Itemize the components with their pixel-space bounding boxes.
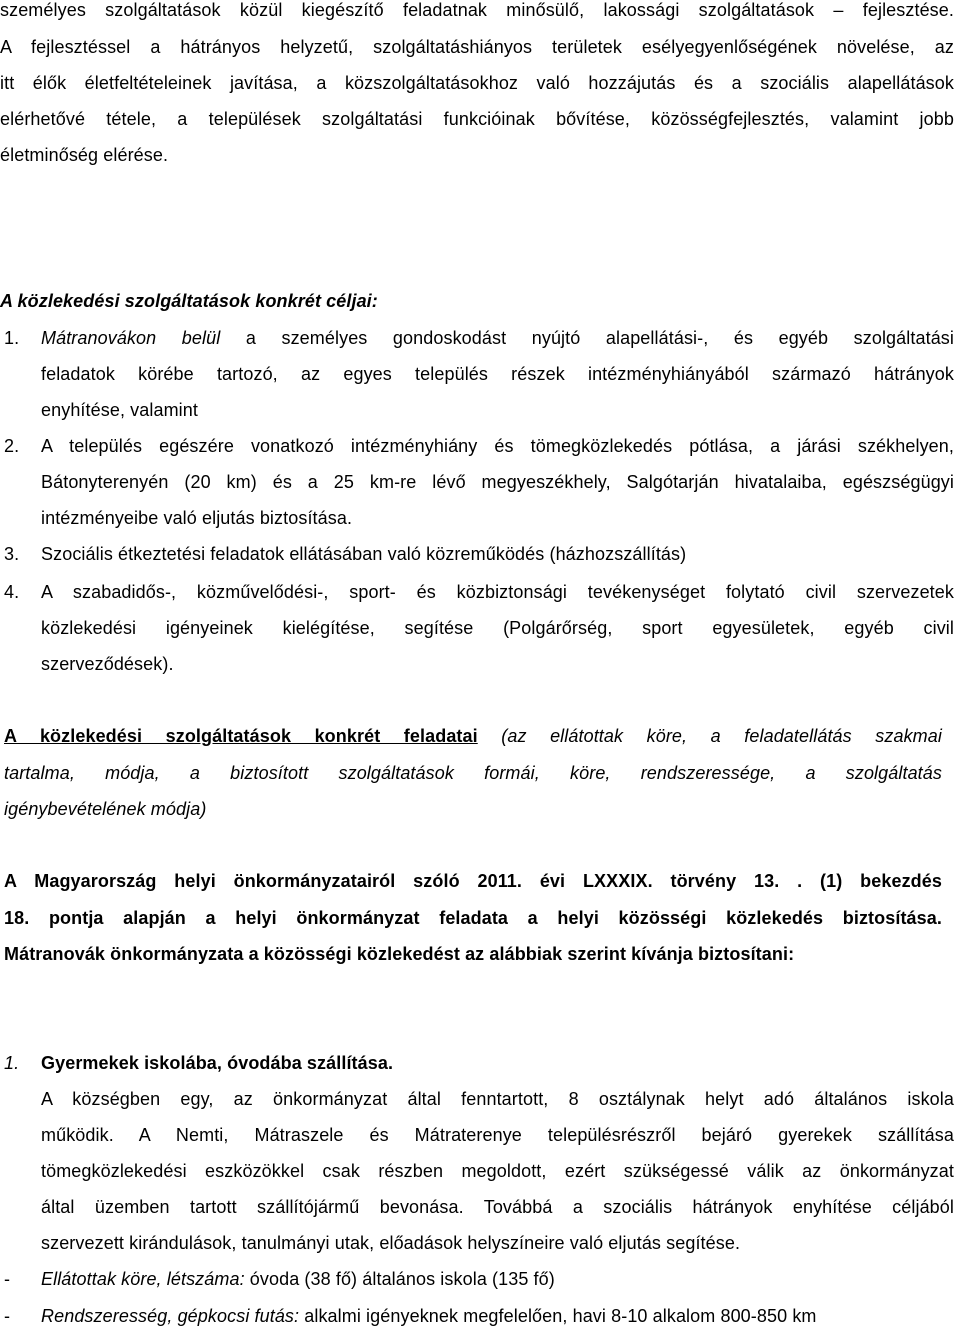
section-line: szervezett kirándulások, tanulmányi utak, előadások helyszíneire való eljutás segítése. bbox=[41, 1233, 741, 1253]
bullet-dash: - bbox=[4, 1269, 11, 1289]
goal-line: A település egészére vonatkozó intézményhiány és tömegközlekedés pótlása, a járási székhelyen, bbox=[41, 436, 954, 456]
tasks-heading: A közlekedési szolgáltatások konkrét feladatai bbox=[4, 726, 478, 746]
intro-line-1: személyes szolgáltatások közül kiegészítő feladatnak minősülő, lakossági szolgáltatások – fejlesztése. bbox=[0, 0, 954, 20]
goal-line: A szabadidős-, közművelődési-, sport- és közbiztonsági tevékenységet folytató civil szervezetek bbox=[41, 582, 954, 602]
goal-number: 3. bbox=[4, 544, 20, 564]
tasks-heading-note: (az ellátottak köre, a feladatellátás szakmai bbox=[477, 726, 942, 746]
tasks-heading-line: igénybevételének módja) bbox=[4, 799, 207, 819]
intro-line-5: életminőség elérése. bbox=[0, 145, 169, 165]
section-line: tömegközlekedési eszközökkel csak részben megoldott, ezért szükségessé válik az önkormányzat bbox=[41, 1161, 954, 1181]
goal-line: intézményeibe való eljutás biztosítása. bbox=[41, 508, 353, 528]
bullet-dash: - bbox=[4, 1306, 11, 1326]
bullet-line bbox=[41, 1269, 555, 1290]
goal-text: a személyes gondoskodást nyújtó alapellátási-, és egyéb szolgáltatási bbox=[220, 328, 955, 348]
bullet-line bbox=[41, 1306, 817, 1327]
law-line: A Magyarország helyi önkormányzatairól szóló 2011. évi LXXXIX. törvény 13. . (1) bekezdés bbox=[4, 871, 942, 891]
goal-line: közlekedési igényeinek kielégítése, segítése (Polgárőrség, sport egyesületek, egyéb civil bbox=[41, 618, 954, 638]
bullet-label: Ellátottak köre, létszáma: bbox=[41, 1269, 245, 1289]
goal-number: 4. bbox=[4, 582, 20, 602]
section-line: által üzemben tartott szállítójármű bevonása. Továbbá a szociális hátrányok enyhítése céljából bbox=[41, 1197, 954, 1217]
tasks-heading-line: tartalma, módja, a biztosított szolgáltatások formái, köre, rendszeressége, a szolgáltatás bbox=[4, 763, 942, 783]
goal-line: szerveződések). bbox=[41, 654, 174, 674]
section-line: A községben egy, az önkormányzat által fenntartott, 8 osztálynak helyt adó általános iskola bbox=[41, 1089, 954, 1109]
law-line: 18. pontja alapján a helyi önkormányzat feladata a helyi közösségi közlekedés biztosítása. bbox=[4, 908, 942, 928]
goals-heading: A közlekedési szolgáltatások konkrét céljai: bbox=[0, 291, 378, 311]
intro-line-2: A fejlesztéssel a hátrányos helyzetű, szolgáltatáshiányos területek esélyegyenlőségének növelése, az bbox=[0, 37, 954, 57]
bullet-text: óvoda (38 fő) általános iskola (135 fő) bbox=[244, 1269, 555, 1289]
goal-line: feladatok körébe tartozó, az egyes település részek intézményhiányából származó hátrányok bbox=[41, 364, 954, 384]
section-line: működik. A Nemti, Mátraszele és Mátraterenye településrészről bejáró gyerekek szállítása bbox=[41, 1125, 954, 1145]
goal-line: Szociális étkeztetési feladatok ellátásában való közreműködés (házhozszállítás) bbox=[41, 544, 687, 564]
goal-line: Bátonyterenyén (20 km) és a 25 km-re lévő megyeszékhely, Salgótarján hivatalaiba, egészségügyi bbox=[41, 472, 954, 492]
section-number: 1. bbox=[4, 1053, 20, 1073]
intro-line-3: itt élők életfeltételeinek javítása, a közszolgáltatásokhoz való hozzájutás és a szociális alapellátások bbox=[0, 73, 954, 93]
tasks-heading-line bbox=[4, 726, 942, 747]
bullet-text: alkalmi igényeknek megfelelően, havi 8-10 alkalom 800-850 km bbox=[299, 1306, 817, 1326]
goal-place: Mátranovákon belül bbox=[41, 328, 221, 348]
section-title: Gyermekek iskolába, óvodába szállítása. bbox=[41, 1053, 394, 1073]
bullet-label: Rendszeresség, gépkocsi futás: bbox=[41, 1306, 300, 1326]
goal-number: 1. bbox=[4, 328, 20, 348]
goal-line bbox=[41, 328, 954, 349]
goal-number: 2. bbox=[4, 436, 20, 456]
goal-line: enyhítése, valamint bbox=[41, 400, 198, 420]
law-line: Mátranovák önkormányzata a közösségi közlekedést az alábbiak szerint kívánja biztosítani: bbox=[4, 944, 795, 964]
intro-line-4: elérhetővé tétele, a települések szolgáltatási funkcióinak bővítése, közösségfejlesztés, valamint jobb bbox=[0, 109, 954, 129]
